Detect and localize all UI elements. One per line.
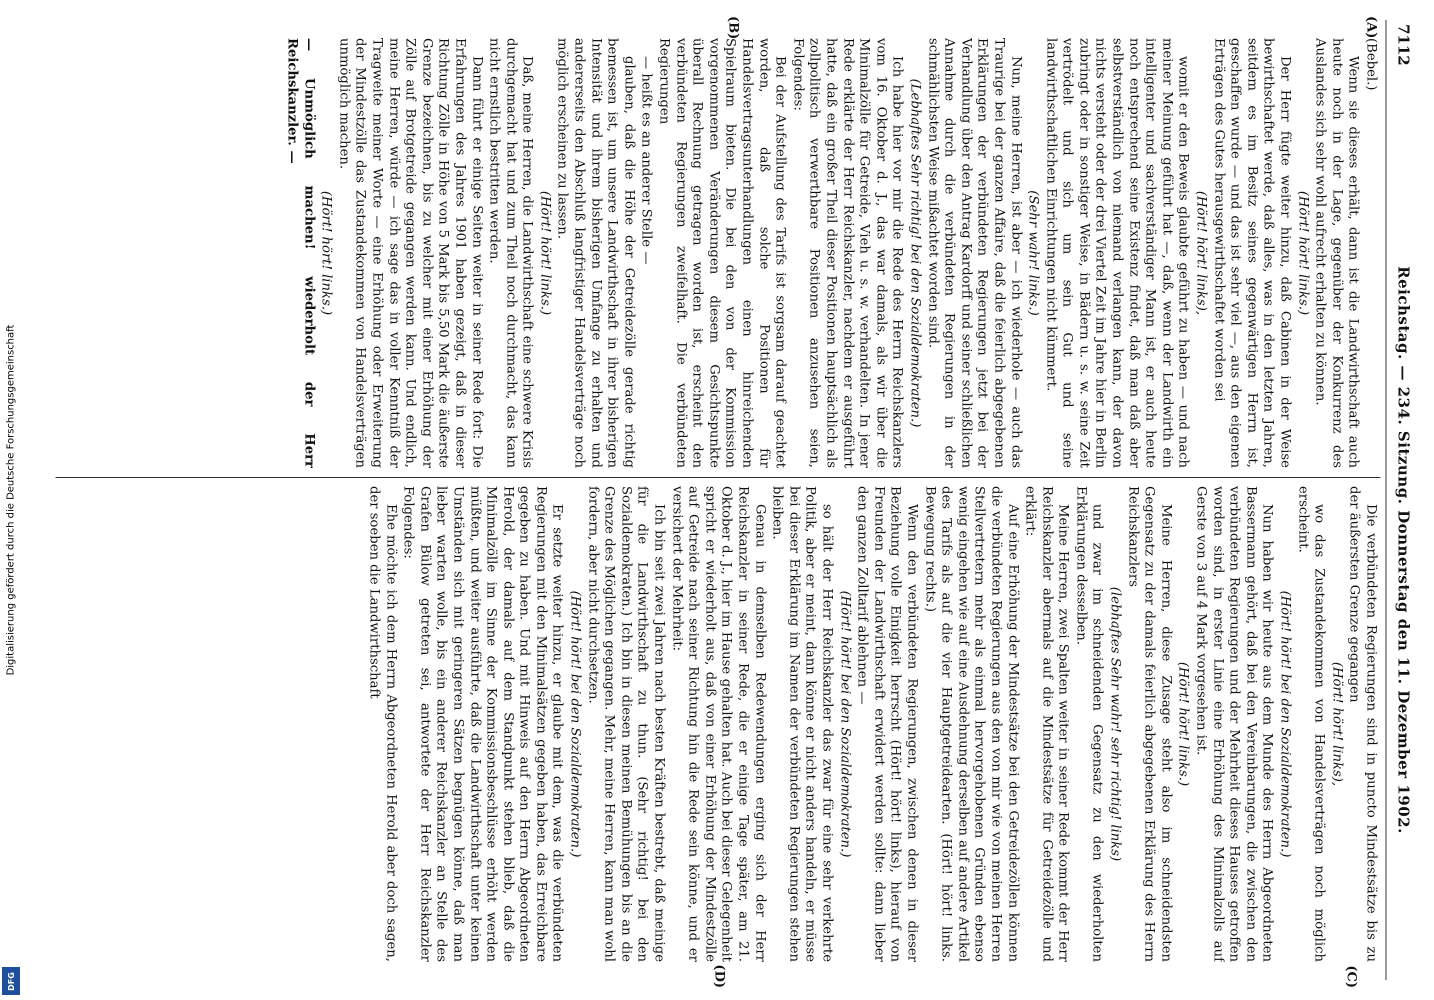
margin-marker-b: (B) [725, 16, 740, 40]
paragraph: wo das Zustandekommen von Handelsverträgen noch möglich erscheint. [1294, 486, 1327, 962]
dfg-logo-label: DFG [6, 971, 16, 991]
margin-marker-a: (A) [1363, 16, 1378, 39]
paragraph: Bei der Aufstellung des Tarifs ist sorgsam darauf geachtet worden, daß solche Positionen für Handelsvertragsunterhandlungen einen hinreichenden Spielraum bieten. Die bei den von der Kommission vorgenommenen Veränderungen diesem Gesichtspunkte überall Rechnung getragen worden ist, erscheint den verbündeten Regierungen zweifelhaft. Die verbündeten Regierungen [656, 38, 788, 468]
column-divider [55, 477, 1380, 478]
running-title: Reichstag. — 234. Sitzung. Donnerstag den 11. Dezember 1902. [1394, 266, 1412, 834]
paragraph: und zwar im schneidenden Gegensatz zu den wiederholten Erklärungen desselben. [1072, 486, 1105, 962]
scanned-page-viewport [35, 10, 1420, 990]
paragraph: Daß, meine Herren, die Landwirthschaft eine schwere Krisis durchgemacht hat und zum Theil noch durchmacht, das kann nicht ernstlich bestritten werden. [486, 38, 535, 468]
paragraph: Ich bin seit zwei Jahren nach besten Kräften bestrebt, daß meinige für die Landwirthschaft zu thun. (Sehr richtig! bei den Sozialdemokraten.) Ich bin in diesen meinen Bemühungen bis an die Grenze des Möglichen gegangen. Mehr, meine Herren, kann man wohl fordern, aber nicht durchsetzen. [584, 486, 667, 962]
paragraph: Der Herr fügte weiter hinzu, daß Cabinen in der Weise bewirthschaftet werde, daß alles, was in den letzten Jahren, seitdem es im Besitz seines gegenwärtigen Herrn ist, geschaffen wurde — und das ist sehr viel —, aus den eigenen Erträgen des Gutes herausgewirthschaftet worden sei [1210, 38, 1293, 468]
paragraph: so hält der Herr Reichskanzler das zwar für eine sehr verkehrte Politik, aber er meint, dann könne er nicht anders handeln, er müsse bei dieser Erklärung im Namen der verbündeten Regierungen stehen bleiben. [769, 486, 834, 962]
interjection: (Lebhaftes Sehr richtig! bei den Sozialdemokraten.) [906, 78, 922, 428]
margin-marker-d: (D) [711, 964, 726, 988]
scanned-page [35, 10, 1420, 990]
paragraph: — heißt es an anderer Stelle — [638, 56, 654, 265]
paragraph: Ich habe hier vor mir die Rede des Herrn Reichskanzlers vom 16. Oktober d. J., das war damals, als wir über die Minimalzölle für Getreide, Vieh u. s. w. verhandelten. In jener Rede erklärte der Herr Reichskanzler, nachdem er ausgeführt hatte, daß ein großer Theil dieser Positionen hauptsächlich als zollpolitisch verwerthbare Positionen anzusehen seien, Folgendes: [789, 38, 905, 468]
dfg-logo [2, 967, 20, 995]
page-header [1386, 24, 1412, 976]
interjection: (Hört! hört! links.) [1175, 661, 1191, 787]
paragraph: Ehe möchte ich dem Herrn Abgeordneten Herold aber doch sagen, der soeben die Landwirthschaft [365, 486, 398, 962]
paragraph: Dann führt er einige Seiten weiter in seiner Rede fort: Die Erfahrungen des Jahres 1901 haben gezeigt, daß in dieser Richtung Zölle in Höhe von 5 Mark bis 5,50 Mark die äußerste Grenze bezeichnen, bis zu welcher mit einer Erhöhung der Zölle auf Brotgetreide gegangen werden kann. Und endlich, meine Herren, würde — ich sage das in voller Kenntniß der Tragweite meiner Worte — eine Erhöhung oder Erweiterung der Mindestzölle das Zustandekommen von Handelsverträgen unmöglich machen. [335, 38, 484, 468]
page-number: 7112 [1394, 24, 1412, 66]
interjection: (Hört! hört! links), [1328, 661, 1344, 787]
interjection: (Hört! hört! bei den Sozialdemokraten.) [567, 590, 583, 858]
interjection: (Sehr wahr! links.) [1025, 190, 1041, 316]
paragraph: Meine Herren, zwei Spalten weiter in seiner Rede kommt der Herr Reichskanzler abermals auf die Mindestsätze für Getreidezölle und erklärt: [1022, 486, 1071, 962]
paragraph: Genau in demselben Redewendungen erging sich der Herr Reichskanzler in seiner Rede, die er einige Tage später, am 21. Oktober d. J., hier im Hause gehalten hat. Auch bei dieser Gelegenheit spricht er wiederholt aus, daß von einer Erhöhung der Mindestzölle auf Getreide nach seiner Richtung hin die Rede sein könne, und er versichert der Mehrheit: [668, 486, 767, 962]
interjection: (lebhaftes Sehr wahr! sehr richtig! links) [1107, 586, 1123, 862]
interjection: (Hört! hört! links.) [536, 190, 552, 316]
interjection: (Hört! hört! bei den Sozialdemokraten.) [836, 590, 852, 858]
closing-line: — Unmöglich machen! wiederholt der Herr Reichskanzler. — [284, 38, 316, 468]
paragraph: glauben, daß die Höhe der Getreidezölle gerade richtig bemessen ist, um unsere Landwirthschaft in ihrer bisherigen Intensität und ihrem bisherigen Umfange zu erhalten und andererseits den Abschluß langfristiger Handelsverträge noch möglich erscheinen zu lassen. [554, 38, 636, 468]
digitization-credit-text: Digitalisierung gefördert durch die Deutsche Forschungsgemeinschaft [5, 324, 17, 676]
paragraph: Wenn sie dieses erhält, dann ist die Landwirthschaft auch heute noch in der Lage, gegenüber der Konkurrenz des Auslandes sich sehr wohl aufrecht erhalten zu können. [1312, 38, 1361, 468]
paragraph: Meine Herren, diese Zusage steht also im schneidendsten Gegensatz zu der damals feierlich abgegebenen Erklärung des Herrn Reichskanzlers [1124, 486, 1173, 962]
interjection: (Hört! hört! links), [1193, 190, 1209, 316]
paragraph: Die verbündeten Regierungen sind in puncto Mindestsätze bis zu der äußersten Grenze gegangen [1346, 486, 1378, 962]
interjection: (Hört! hört! links.) [1294, 190, 1310, 316]
margin-marker-c: (C) [1343, 965, 1358, 988]
interjection: (Hört! hört! links.) [318, 190, 334, 316]
paragraph: Nun haben wir heute aus dem Munde des Herrn Abgeordneten Bassermann gehört, daß bei den Vereinbarungen, die zwischen den verbündeten Regierungen und der Mehrheit dieses Hauses getroffen worden sind, in erster Linie eine Erhöhung des Minimalzolls auf Gerste von 3 auf 4 Mark vorgesehen ist. [1193, 486, 1275, 962]
right-text-column [51, 486, 1378, 962]
speaker-name: (Bebel.) [1363, 38, 1378, 91]
header-rule [1385, 20, 1386, 980]
paragraph: Wenn den verbündeten Regierungen, zwischen denen in dieser Beziehung volle Einigkeit herrscht (Hört! hört! links), hierauf von Freunden der Landwirthschaft erwidert werden sollte: dann lieber den ganzen Zolltarif ablehnen — [854, 486, 919, 962]
paragraph: womit er den Beweis glaubte geführt zu haben — und nach meiner Meinung geführt hat —, daß, wenn der Landwirth ein intelligenter und sachverständiger Mann ist, er auch heute noch entsprechend seine Existenz findet, daß man daß aber selbstverständlich von niemand verlangen kann, der davon nichts versteht oder der drei Viertel Zeit im Jahre hier in Berlin zubringt oder in sonstiger Weise, in Bädern u. s. w. seine Zeit vertrödelt und sich um sein Gut und seine landwirthschaftlichen Einrichtungen nicht kümmert. [1042, 38, 1191, 468]
paragraph: Nun, meine Herren, ist aber — ich wiederhole — auch das Traurige bei der ganzen Affaire, daß die feierlich abgegebenen Erklärungen der verbündeten Regierungen jetzt bei der Verhandlung über den Antrag Kardorff und seiner schließlichen Annahme durch die verbündeten Regierungen in der schmählichsten Weise mißachtet worden sind. [924, 38, 1023, 468]
paragraph: Er setzte weiter hinzu, er glaube mit dem, was die verbündeten Regierungen mit den Minimalsätzen gegeben haben, das Erreichbare gegeben zu haben. Und mit Hinweis auf den Herrn Abgeordneten Herold, der damals auf dem Standpunkt stehen blieb, daß die Minimalzölle im Sinne der Kommissionsbeschlüsse erhöht werden müßten, und weiter ausführte, daß die Landwirthschaft unter keinen Umständen sich mit geringeren Sätzen begnügen könne, daß man lieber warten wolle, bis ein anderer Reichskanzler an Stelle des Grafen Bülow getreten sei, antwortete der Herr Reichskanzler Folgendes: [400, 486, 565, 962]
digitization-credit-strip [0, 0, 22, 1000]
left-text-column [51, 38, 1378, 468]
interjection: (Hört! hört! bei den Sozialdemokraten.) [1277, 590, 1293, 858]
paragraph: Auf eine Erhöhung der Mindestsätze bei den Getreidezöllen können die verbündeten Regierungen aus den von mir wie von meinen Herren Stellvertretern mehr als einmal hervorgehobenen Gründen ebenso wenig eingehen wie auf eine Ausdehnung derselben auf andere Artikel des Tarifs als auf die vier Hauptgetreidearten. (Hört! hört! links. Bewegung rechts.) [921, 486, 1020, 962]
